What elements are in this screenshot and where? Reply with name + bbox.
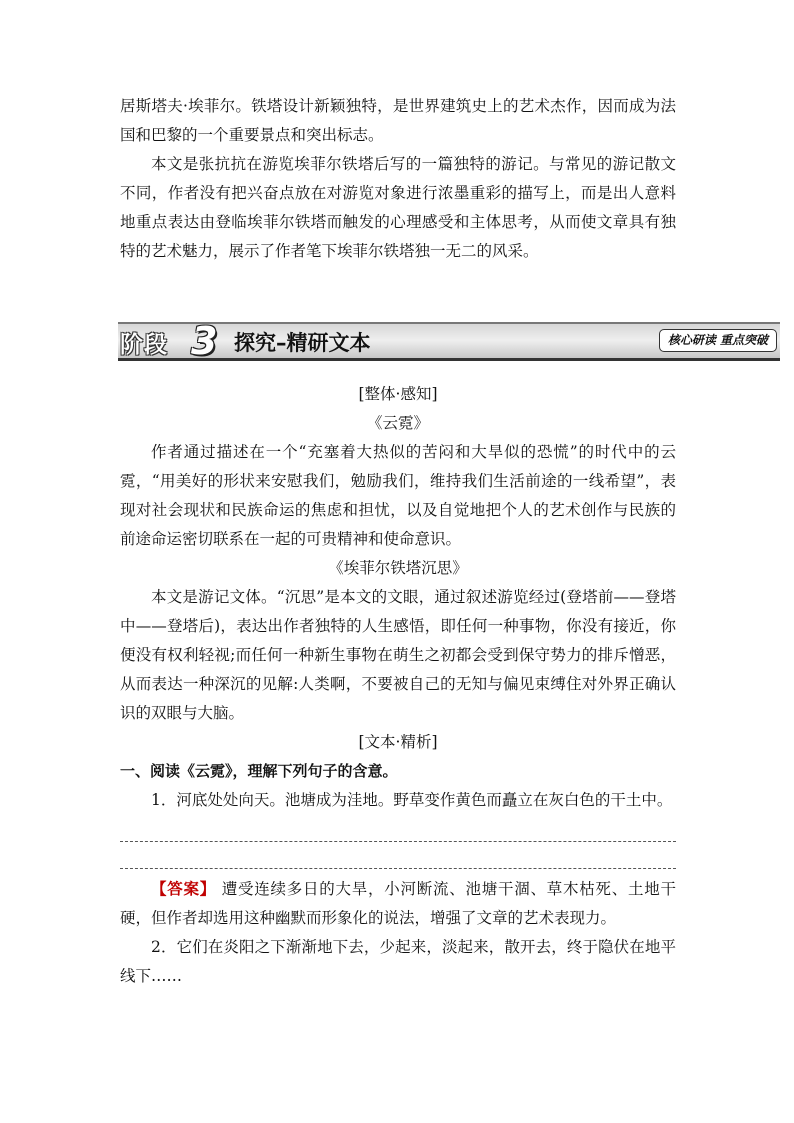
stage-number: 3 <box>191 319 218 363</box>
tower-title: 《埃菲尔铁塔沉思》 <box>328 559 468 577</box>
intro-section <box>120 92 676 266</box>
question-2: 2．它们在炎阳之下渐渐地下去，少起来，淡起来，散开去，终于隐伏在地平线下…… <box>120 938 676 985</box>
section-1-heading: 一、阅读《云霓》，理解下列句子的含意。 <box>120 762 398 780</box>
stage-title: 探究–精研文本 <box>234 331 371 355</box>
intro-paragraph-2: 本文是张抗抗在游览埃菲尔铁塔后写的一篇独特的游记。与常见的游记散文不同，作者没有把兴奋点放在对游览对象进行浓墨重彩的描写上，而是出人意料地重点表达由登临埃菲尔铁塔而触发的心理感受和主体思考，从而使文章具有独特的艺术魅力，展示了作者笔下埃菲尔铁塔独一无二的风采。 <box>120 155 676 260</box>
stage-label: 阶段 <box>120 332 168 358</box>
yunni-summary: 作者通过描述在一个“充塞着大热似的苦闷和大旱似的恐慌”的时代中的云霓，“用美好的形状来安慰我们，勉励我们，维持我们生活前途的一线希望”，表现对社会现状和民族命运的焦虑和担忧，以及自觉地把个人的艺术创作与民族的前途命运密切联系在一起的可贵精神和使命意识。 <box>120 443 676 548</box>
main-section <box>120 380 676 991</box>
stage-header-bar <box>118 319 780 363</box>
question-1: 1．河底处处向天。池塘成为洼地。野草变作黄色而矗立在灰白色的干土中。 <box>151 791 673 809</box>
answer-blank-line-2 <box>120 842 676 869</box>
answer-label: 【答案】 <box>151 880 217 898</box>
answer-1-paragraph <box>120 875 676 933</box>
overall-heading: [整体·感知] <box>358 385 438 403</box>
answer-blank-line-1 <box>120 815 676 842</box>
analysis-heading: [文本·精析] <box>358 733 438 751</box>
tower-summary: 本文是游记文体。“沉思”是本文的文眼，通过叙述游览经过(登塔前——登塔中——登塔后)，表达出作者独特的人生感悟，即任何一种事物，你没有接近，你便没有权利轻视;而任何一种新生事物在萌生之初都会受到保守势力的排斥憎恶，从而表达一种深沉的见解:人类啊，不要被自己的无知与偏见束缚住对外界正确认识的双眼与大脑。 <box>120 588 676 722</box>
stage-tag-badge: 核心研读 重点突破 <box>659 329 777 352</box>
yunni-title: 《云霓》 <box>366 414 429 432</box>
answer-1-text: 遭受连续多日的大旱，小河断流、池塘干涸、草木枯死、土地干硬，但作者却选用这种幽默而形象化的说法，增强了文章的艺术表现力。 <box>120 880 676 927</box>
intro-paragraph-1: 居斯塔夫·埃菲尔。铁塔设计新颖独特，是世界建筑史上的艺术杰作，因而成为法国和巴黎的一个重要景点和突出标志。 <box>120 97 676 144</box>
